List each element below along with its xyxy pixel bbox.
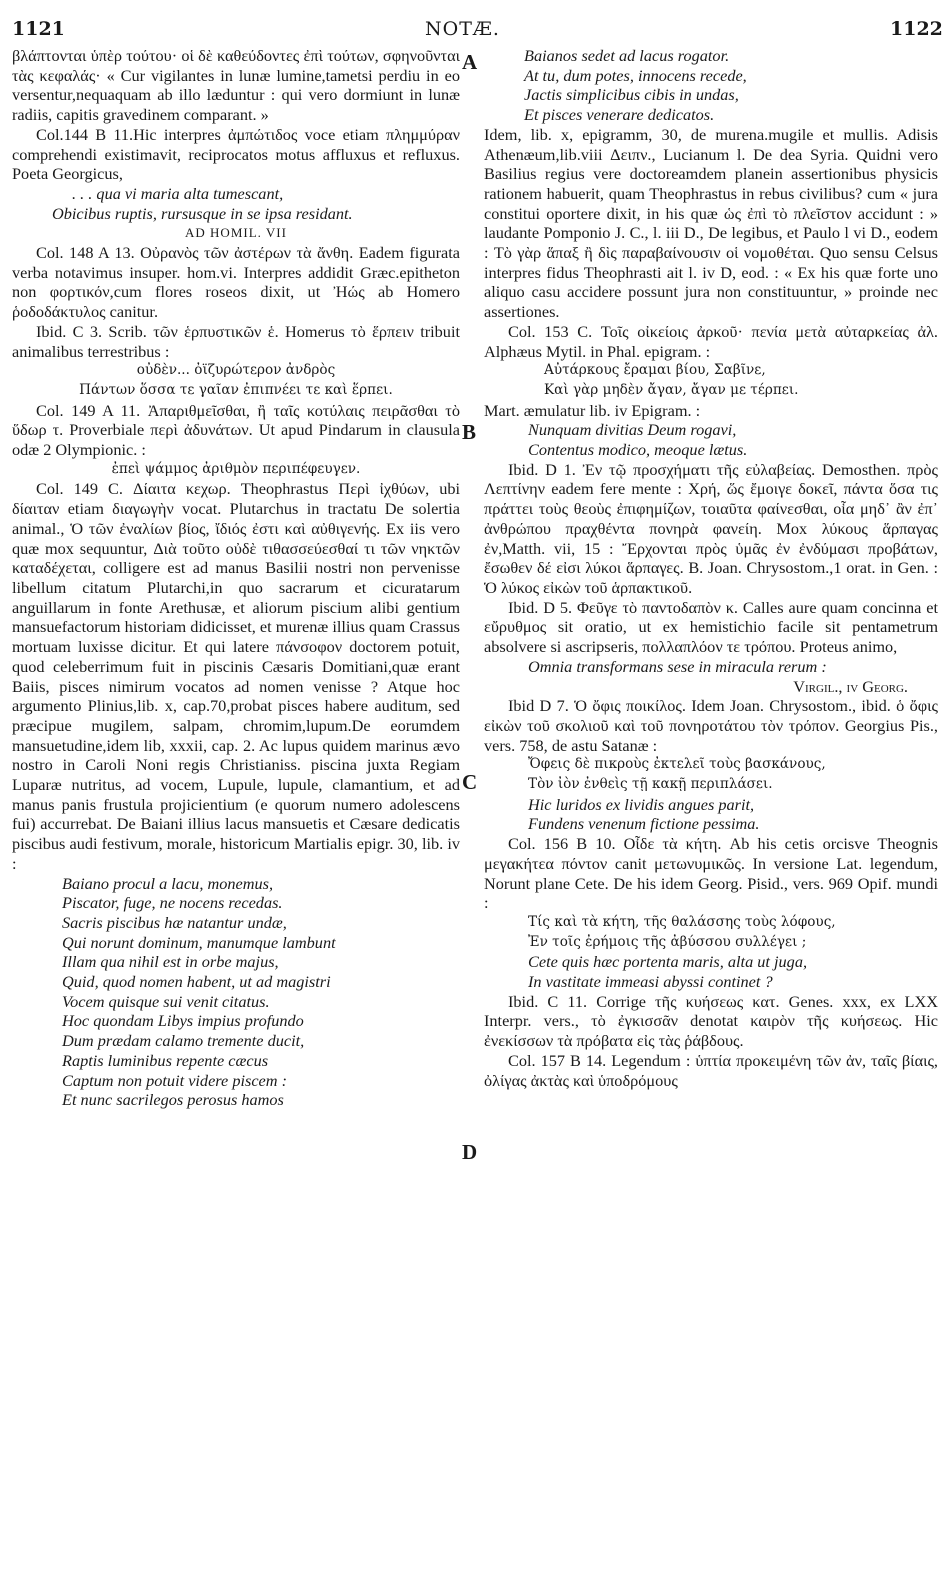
paragraph: Col. 148 A 13. Οὐρανὸς τῶν ἀστέρων τὰ ἄνθη. Eadem figurata verba notavimus insuper. hom.vi. Interpres addidit Græc.epitheton non φορτικόν,cum flores roseos dixit, ut Ἠώς ab Homero ῥοδοδάκτυλος canitur. xyxy=(12,243,460,322)
verse-line: Omnia transformans sese in miracula rerum : xyxy=(528,656,827,676)
verse-line: Sacris piscibus hæ natantur undæ, xyxy=(62,912,287,932)
paragraph: Col. 149 C. Δίαιτα κεχωρ. Theophrastus Περὶ ἰχθύων, ubi δίαιταν etiam διαγωγὴν vocat. Plutarchus in tractatu De solertia animal., Ὁ τῶν ἐναλίων βίος, ἴδιός ἐστι καὶ αὐθιγενής. Ex iis vero quæ mox sequuntur, Διὰ τοῦτο οὐδὲ τιθασσεύεσθαί τι τῶν νηκτῶν καταδέχεται, colligere est ad manus Basilii nostri non pervenisse libellum citatum Plutarchi,in quo sacrarum et cicuratarum anguillarum in fonte Arethusæ, et aliorum piscium alibi gentium mansuefactorum historiam didicisset, et murenæ illius quam Crassus mortuam luxisse dicitur. Et qui latere πάνσοφον doctorem potuit, quod celeberrimum fuit in piscinis Cæsaris Domitiani,quæ erant Baiis, pisces nimirum vocatos ad nomen venisse ? Atque hoc argumento Plinius,lib. x, cap.70,probat pisces habere auditum, sed præcipue mugilem, salpam, chromim,lupum.De eorumdem mansuetudine,idem lib, xxxii, cap. 2. Ac lupus quidem marinus ævo nostro in Caroli Noni regis Christianiss. piscina juxta Regiam Luparæ nutritus, ad vocem, Lupule, lupule, clamantium, et ad manus panis frustula projicientium (e quorum numero adolescens fui) accurrebat. De Baiani illius lacus mansuetis et Cæsare dedicatis piscibus audi festivum, morale, historicum Martialis epigr. 30, lib. iv : xyxy=(12,479,460,873)
paragraph: Col. 153 C. Τοῖς οἰκείοις ἀρκοῦ· πενία μετὰ αὐταρκείας ἀλ. Alphæus Mytil. in Phal. epigram. : xyxy=(484,321,938,361)
verse-line: Hic luridos ex lividis angues parit, xyxy=(528,794,755,814)
paragraph: Ibid. D 1. Ἐν τῷ προσχήματι τῆς εὐλαβείας. Demosthen. πρὸς Λεπτίνην eadem fere mente : Χρή, ὥς ἔμοιγε δοκεῖ, πάντα ὅσα τις πράττει τοὺς θεοὺς ἐπιφημίζων, τοιαῦτα φαίνεσθαι, οἷα μηδ᾽ ἂν ἐπ᾽ ἀνθρώπου πραχθέντα πονηρὰ φανείη. Mox λύκους ἅρπαγας ἐν,Matth. vii, 15 : Ἔρχονται πρὸς ὑμᾶς ἐν ἐνδύμασι προβάτων, ἔσωθεν δέ εἰσι λύκοι ἅρπαγες. B. Joan. Chrysostom.,1 orat. in Gen. : Ὁ λύκος εἰκὼν τοῦ ἁρπακτικοῦ. xyxy=(484,459,938,597)
greek-verse: Τὸν ἰὸν ἐνθεὶς τῇ κακῇ περιπλάσει. xyxy=(528,776,773,793)
margin-marker-b: B xyxy=(462,420,477,444)
section-heading: AD HOMIL. VII xyxy=(185,225,287,241)
page-number-left: 1121 xyxy=(12,18,65,40)
paragraph: Mart. æmulatur lib. iv Epigram. : xyxy=(484,400,701,420)
greek-verse: οὐδὲν... ὀϊζυρώτερον ἀνδρὸς xyxy=(136,362,336,379)
verse-line: Quid, quod nomen habent, ut ad magistri xyxy=(62,972,331,992)
epigram-block xyxy=(484,420,938,459)
verse-line: Et pisces venerare dedicatos. xyxy=(524,105,715,125)
verse-line: Baianos sedet ad lacus rogator. xyxy=(524,46,730,65)
verse-line: At tu, dum potes, innocens recede, xyxy=(524,65,747,85)
paragraph: Col. 157 B 14. Legendum : ὑπτία προκειμένη τῶν ἀν, ταῖς βίαις, ὀλίγας ἀκτὰς καὶ ὑποδρόμους xyxy=(484,1050,938,1090)
verse-line: Contentus modico, meoque lætus. xyxy=(528,440,748,460)
greek-verse: Αὐτάρκους ἔραμαι βίου, Σαβῖνε, xyxy=(544,362,766,379)
verse-line: Hoc quondam Libys impius profundo xyxy=(62,1011,304,1031)
margin-marker-a: A xyxy=(462,50,478,74)
right-column xyxy=(484,46,938,1090)
verse-line: . . . qua vi maria alta tumescant, xyxy=(72,183,284,203)
verse-line: In vastitate immeasi abyssi continet ? xyxy=(528,972,773,992)
margin-marker-d: D xyxy=(462,1140,478,1164)
paragraph: Col.144 B 11.Hic interpres ἀμπώτιδος voce etiam πλημμύραν comprehendi existimavit, reciprocatos motus affluxus et refluxus. Poeta Georgicus, xyxy=(12,124,460,184)
verse-line: Baiano procul a lacu, monemus, xyxy=(62,873,274,893)
page-header xyxy=(0,0,951,40)
greek-verse: Πάντων ὅσσα τε γαῖαν ἐπιπνέει τε καὶ ἕρπει. xyxy=(79,381,393,398)
paragraph: βλάπτονται ὑπὲρ τούτου· οἱ δὲ καθεύδοντες ἐπὶ τούτων, σφηνοῦνται τὰς κεφαλάς· « Cur vigilantes in lunæ lumine,tametsi perdiu in eo versentur,nequaquam ab illo læduntur : qui vero dormiunt in lunæ radiis, capitis gravedinem comparant. » xyxy=(12,46,460,125)
verse-source: Virgil., iv Georg. xyxy=(793,676,908,696)
verse-line: Dum prædam calamo tremente ducit, xyxy=(62,1031,305,1051)
verse-line: Jactis simplicibus cibis in undas, xyxy=(524,85,739,105)
paragraph: Col. 156 B 10. Οἶδε τὰ κήτη. Ab his cetis orcisve Theognis μεγακήτεα πόντον canit μετωνυμικῶς. In versione Lat. legendum, Norunt plane Cete. De his idem Georg. Pisid., vers. 969 Opif. mundi : xyxy=(484,834,938,913)
verse-line: Qui norunt dominum, manumque lambunt xyxy=(62,932,336,952)
verse-line: Illam qua nihil est in orbe majus, xyxy=(62,952,279,972)
paragraph: Col. 149 A 11. Ἀπαριθμεῖσθαι, ἢ ταῖς κοτύλαις πειρᾶσθαι τὸ ὕδωρ τ. Proverbiale περὶ ἀδυνάτων. Ut apud Pindarum in clausula odæ 2 Olympionic. : xyxy=(12,400,460,460)
epigram-block xyxy=(484,46,938,125)
verse-line: Nunquam divitias Deum rogavi, xyxy=(528,420,737,440)
greek-verse: Ἐν τοῖς ἐρήμοις τῆς ἀβύσσου συλλέγει ; xyxy=(528,933,807,950)
greek-verse: ἐπεὶ ψάμμος ἀριθμὸν περιπέφευγεν. xyxy=(111,460,361,477)
verse-line: Piscator, fuge, ne nocens recedas. xyxy=(62,893,283,913)
paragraph: Idem, lib. x, epigramm, 30, de murena.mugile et mullis. Adisis Athenæum,lib.viii Δειπν., Lucianum l. De dea Syria. Quidni vero Basilius regius vere doctoreamdem planein assertionibus physicis rationem habuerit, quam Theophrastus in rebus civilibus? cum « jura constitui oportere dixit, in his quæ ὡς ἐπὶ τὸ πλεῖστον accidunt : » laudante Pomponio J. C., l. iii D., De legibus, et Paulo l vi D., eodem : Τὸ γὰρ ἅπαξ ἢ δὶς παραβαίνουσιν οἱ νομοθέται. Quo sensu Celsus interpres fidus Theophrasti ait l. iv D, eod. : « Ex his quæ forte uno aliquo casu accidere possunt jura non constituuntur, » proinde nec assertiones. xyxy=(484,124,938,322)
paragraph: Ibid. C 11. Corrige τῆς κυήσεως κατ. Genes. xxx, ex LXX Interpr. vers., τὸ ἐγκισσᾶν denotat καιρὸν τῆς κυήσεως. Hic ἐνεκίσσων τὰ πρόβατα εἰς τὰς ῥάβδους. xyxy=(484,991,938,1051)
paragraph: Ibid D 7. Ὁ ὄφις ποικίλος. Idem Joan. Chrysostom., ibid. ὁ ὄφις εἰκὼν τοῦ σκολιοῦ καὶ τοῦ πονηροτάτου τὸν τρόπον. Georgius Pis., vers. 758, de astu Satanæ : xyxy=(484,696,938,755)
page-number-right: 1122 xyxy=(890,18,943,40)
paragraph: Ibid. D 5. Φεῦγε τὸ παντοδαπὸν κ. Calles aure quam concinna et εὔρυθμος sit oratio, ut ex hemistichio facile sit pentametrum absolvere si ascripseris, πολλαπλόον τε τρόπου. Proteus animo, xyxy=(484,597,938,657)
epigram-block xyxy=(484,952,938,991)
running-title: NOTÆ. xyxy=(425,18,500,40)
epigram-block xyxy=(12,874,460,1110)
greek-verse: Τίς καὶ τὰ κήτη, τῆς θαλάσσης τοὺς λόφους, xyxy=(528,913,836,930)
left-column xyxy=(12,46,460,1110)
verse-line: Raptis luminibus repente cæcus xyxy=(62,1050,269,1070)
verse-line: Obicibus ruptis, rursusque in se ipsa residant. xyxy=(52,203,353,223)
verse-line: Vocem quisque sui venit citatus. xyxy=(62,991,270,1011)
verse-line: Fundens venenum fictione pessima. xyxy=(528,814,760,834)
verse-line: Cete quis hæc portenta maris, alta ut juga, xyxy=(528,952,808,972)
verse-line: Captum non potuit videre piscem : xyxy=(62,1070,288,1090)
paragraph: Ibid. C 3. Scrib. τῶν ἑρπυστικῶν ἑ. Homerus τὸ ἕρπειν tribuit animalibus terrestribus : xyxy=(12,321,460,361)
greek-verse: Καὶ γὰρ μηδὲν ἄγαν, ἄγαν με τέρπει. xyxy=(544,381,799,398)
epigram-block xyxy=(484,795,938,834)
margin-marker-c: C xyxy=(462,770,478,794)
greek-verse: Ὄφεις δὲ πικροὺς ἐκτελεῖ τοὺς βασκάνους, xyxy=(528,756,826,773)
verse-line: Et nunc sacrilegos perosus hamos xyxy=(62,1090,284,1110)
